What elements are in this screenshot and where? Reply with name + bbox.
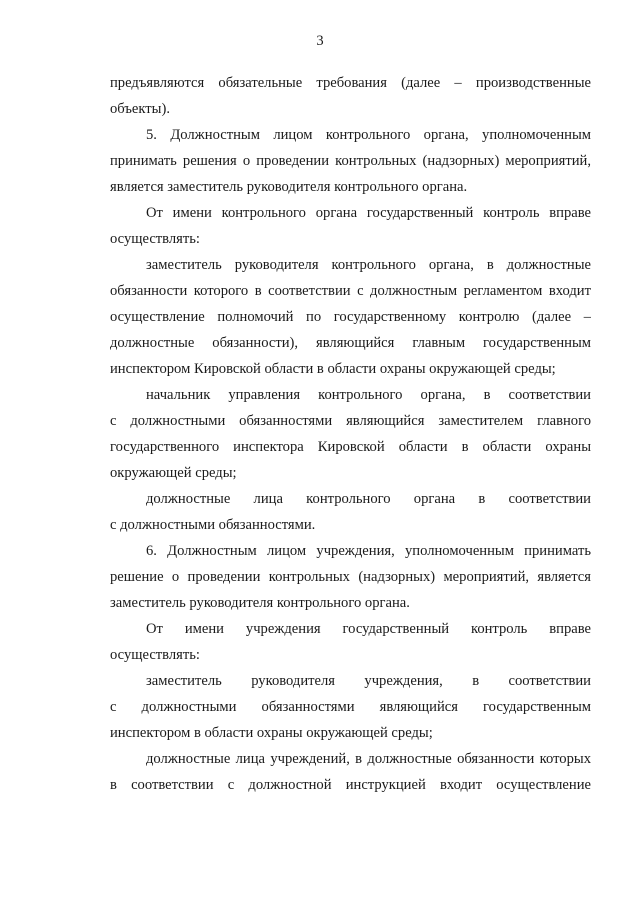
text-line: 6. Должностным лицом учреждения, уполномоченным принимать: [146, 543, 591, 559]
text-line: с должностными обязанностями являющийся государственным: [110, 699, 591, 715]
text-line: предъявляются обязательные требования (далее – производственные: [110, 75, 591, 91]
text-line: государственного инспектора Кировской области в области охраны: [110, 439, 591, 455]
text-line: 5. Должностным лицом контрольного органа, уполномоченным: [146, 127, 591, 143]
text-line: обязанности которого в соответствии с должностным регламентом входит: [110, 283, 591, 299]
document-body: [110, 70, 591, 798]
text-line: должностные лица учреждений, в должностные обязанности которых: [146, 751, 591, 767]
text-line: заместитель руководителя контрольного органа, в должностные: [146, 257, 591, 273]
text-line: От имени контрольного органа государственный контроль вправе: [146, 205, 591, 221]
text-line: должностные лица контрольного органа в соответствии: [146, 491, 591, 507]
text-line: является заместитель руководителя контрольного органа.: [110, 179, 468, 195]
text-line: окружающей среды;: [110, 465, 237, 481]
text-line: осуществлять:: [110, 647, 200, 663]
text-line: начальник управления контрольного органа, в соответствии: [146, 387, 591, 403]
text-line: в соответствии с должностной инструкцией входит осуществление: [110, 777, 591, 793]
text-line: должностные обязанности), являющийся главным государственным: [110, 335, 591, 351]
text-line: с должностными обязанностями являющийся заместителем главного: [110, 413, 591, 429]
text-line: принимать решения о проведении контрольных (надзорных) мероприятий,: [110, 153, 591, 169]
text-line: заместитель руководителя учреждения, в соответствии: [146, 673, 591, 689]
page-number: 3: [316, 33, 324, 49]
text-line: решение о проведении контрольных (надзорных) мероприятий, является: [110, 569, 591, 585]
text-line: осуществление полномочий по государственному контролю (далее –: [110, 309, 591, 325]
text-line: осуществлять:: [110, 231, 200, 247]
text-line: с должностными обязанностями.: [110, 517, 316, 533]
text-line: инспектором в области охраны окружающей среды;: [110, 725, 433, 741]
text-line: От имени учреждения государственный контроль вправе: [146, 621, 591, 637]
text-line: заместитель руководителя контрольного органа.: [110, 595, 410, 611]
text-line: объекты).: [110, 101, 170, 117]
text-line: инспектором Кировской области в области охраны окружающей среды;: [110, 361, 556, 377]
